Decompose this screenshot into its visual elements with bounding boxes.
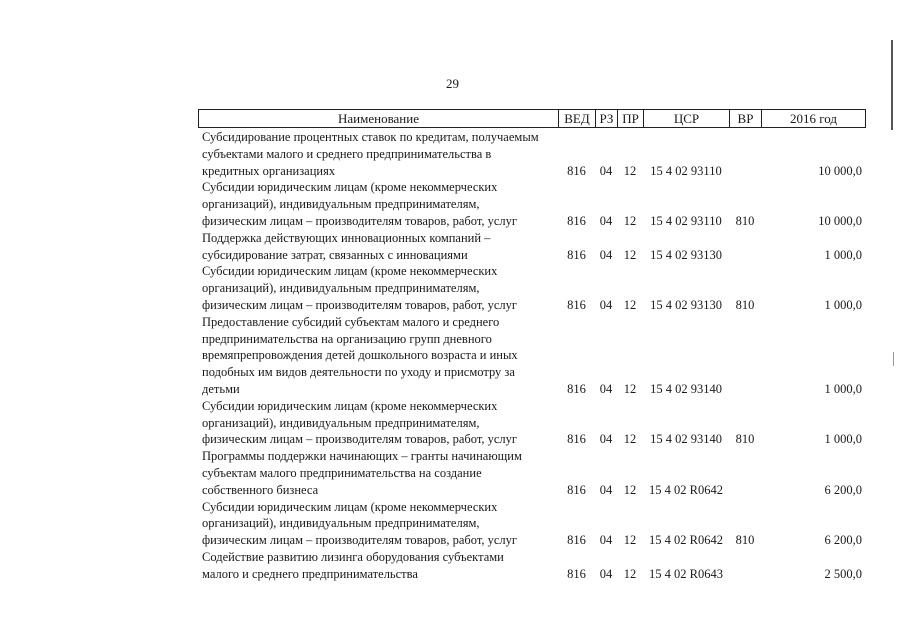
row-name-line: малого и среднего предпринимательства (202, 566, 418, 581)
row-rz: 04 (599, 247, 613, 262)
row-name (198, 230, 558, 264)
row-name-line: организаций), индивидуальным предпринимателям, (202, 281, 480, 296)
row-name-line: Субсидии юридическим лицам (кроме некоммерческих (202, 398, 498, 413)
row-name (198, 398, 558, 448)
row-name-line: Субсидии юридическим лицам (кроме некоммерческих (202, 264, 498, 279)
row-csr: 15 4 02 93110 (650, 213, 722, 228)
row-ved: 816 (567, 213, 586, 228)
header-csr: ЦСР (644, 110, 730, 127)
row-name (198, 499, 558, 549)
table-row (198, 129, 866, 179)
row-csr: 15 4 02 93140 (650, 432, 722, 447)
row-ved: 816 (567, 566, 586, 581)
row-rz: 04 (599, 482, 613, 497)
row-pr: 12 (623, 566, 637, 581)
row-ved: 816 (567, 247, 586, 262)
row-name-line: собственного бизнеса (202, 482, 319, 497)
row-rz: 04 (599, 533, 613, 548)
row-amount: 1 000,0 (824, 247, 862, 262)
row-pr: 12 (623, 533, 637, 548)
row-amount: 1 000,0 (824, 297, 862, 312)
row-amount: 6 200,0 (824, 533, 862, 548)
row-csr: 15 4 02 93130 (650, 247, 722, 262)
row-name (198, 314, 558, 398)
row-ved: 816 (567, 297, 586, 312)
row-ved: 816 (567, 163, 586, 178)
row-name-line: субъектами малого и среднего предпринимательства в (202, 146, 492, 161)
row-csr: 15 4 02 R0642 (649, 482, 723, 497)
row-name-line: Содействие развитию лизинга оборудования субъектами (202, 549, 504, 564)
table-row (198, 448, 866, 498)
table-row (198, 549, 866, 583)
row-name-line: времяпрепровождения детей дошкольного возраста и иных (202, 348, 518, 363)
table-row (198, 398, 866, 448)
row-name-line: Поддержка действующих инновационных компаний – (202, 230, 491, 245)
row-ved: 816 (567, 432, 586, 447)
row-name-line: Субсидирование процентных ставок по кредитам, получаемым (202, 130, 539, 144)
row-name (198, 179, 558, 229)
row-name-line: предпринимательства на организацию групп дневного (202, 331, 492, 346)
header-name: Наименование (199, 110, 559, 127)
row-name-line: субсидирование затрат, связанных с инновациями (202, 247, 468, 262)
row-csr: 15 4 02 R0642 (649, 533, 723, 548)
row-name-line: детьми (202, 381, 240, 396)
row-csr: 15 4 02 93140 (650, 381, 722, 396)
row-rz: 04 (599, 213, 613, 228)
header-year: 2016 год (790, 111, 837, 126)
row-ved: 816 (567, 482, 586, 497)
row-name-line: физическим лицам – производителям товаров, работ, услуг (202, 297, 518, 312)
row-name-line: физическим лицам – производителям товаров, работ, услуг (202, 533, 518, 548)
row-amount: 10 000,0 (818, 163, 862, 178)
table-header (198, 109, 866, 128)
row-name-line: физическим лицам – производителям товаров, работ, услуг (202, 213, 518, 228)
row-name (198, 263, 558, 313)
margin-tick (893, 352, 894, 366)
row-name (198, 549, 558, 583)
table-row (198, 263, 866, 313)
header-rz: РЗ (596, 110, 618, 127)
row-pr: 12 (623, 381, 637, 396)
row-name-line: Субсидии юридическим лицам (кроме некоммерческих (202, 499, 498, 514)
row-name-line: подобных им видов деятельности по уходу и присмотру за (202, 365, 515, 380)
table-row (198, 499, 866, 549)
row-name-line: Программы поддержки начинающих – гранты начинающим (202, 449, 522, 464)
margin-rule (891, 40, 893, 130)
row-vr: 810 (735, 297, 755, 312)
header-pr: ПР (618, 110, 644, 127)
row-name-line: кредитных организациях (202, 163, 336, 178)
row-rz: 04 (599, 297, 613, 312)
page-number: 29 (446, 76, 459, 91)
row-name (198, 129, 558, 179)
header-ved: ВЕД (559, 110, 596, 127)
row-amount: 6 200,0 (824, 482, 862, 497)
row-rz: 04 (599, 163, 613, 178)
table-row (198, 314, 866, 398)
row-rz: 04 (599, 432, 613, 447)
row-name-line: организаций), индивидуальным предпринимателям, (202, 415, 480, 430)
table-row (198, 230, 866, 264)
row-amount: 2 500,0 (824, 566, 862, 581)
row-pr: 12 (623, 247, 637, 262)
row-name-line: физическим лицам – производителям товаров, работ, услуг (202, 432, 518, 447)
row-rz: 04 (599, 381, 613, 396)
table-row (198, 179, 866, 229)
row-csr: 15 4 02 93110 (650, 163, 722, 178)
header-vr: ВР (730, 110, 762, 127)
row-vr: 810 (735, 533, 755, 548)
row-vr: 810 (735, 213, 755, 228)
row-csr: 15 4 02 R0643 (649, 566, 723, 581)
row-pr: 12 (623, 213, 637, 228)
row-csr: 15 4 02 93130 (650, 297, 722, 312)
row-amount: 1 000,0 (824, 381, 862, 396)
row-vr: 810 (735, 432, 755, 447)
row-name-line: Субсидии юридическим лицам (кроме некоммерческих (202, 180, 498, 195)
row-rz: 04 (599, 566, 613, 581)
row-pr: 12 (623, 482, 637, 497)
row-amount: 10 000,0 (818, 213, 862, 228)
row-pr: 12 (623, 432, 637, 447)
row-pr: 12 (623, 163, 637, 178)
row-ved: 816 (567, 381, 586, 396)
row-name-line: организаций), индивидуальным предпринимателям, (202, 197, 480, 212)
table-body (198, 129, 866, 583)
row-name (198, 448, 558, 498)
row-pr: 12 (623, 297, 637, 312)
row-name-line: Предоставление субсидий субъектам малого и среднего (202, 314, 500, 329)
row-name-line: субъектам малого предпринимательства на создание (202, 465, 482, 480)
row-amount: 1 000,0 (824, 432, 862, 447)
row-name-line: организаций), индивидуальным предпринимателям, (202, 516, 480, 531)
row-ved: 816 (567, 533, 586, 548)
